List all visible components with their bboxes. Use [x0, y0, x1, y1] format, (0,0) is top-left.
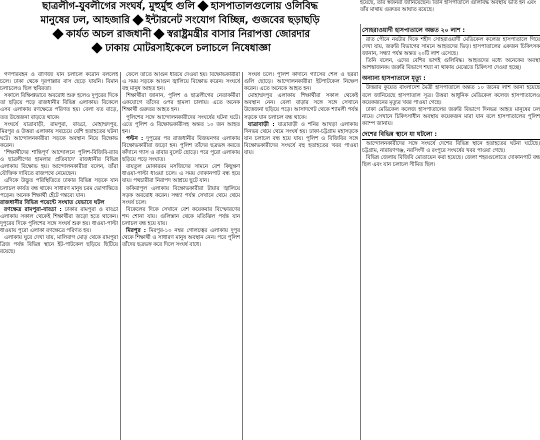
diamond-bullet-icon: [197, 0, 208, 11]
top-right-snippet: হয়েছে, তাঁর স্বজনরা জানিয়েছেন। তিনি হাসপাতালে গুলিবিদ্ধ অবস্থায় ভর্তি হন এবং তাঁর মাথায় গুরুতর আঘাত রয়েছে।: [360, 0, 537, 14]
paragraph: 'শিক্ষার্থীদের শান্তিপূর্ণ আন্দোলনে পুলিশ-বিজিবি-র‍্যাব ও ছাত্রলীগের হামলার প্রতিবাদে' রাজধানীর বিভিন্ন এলাকায় বিক্ষোভ হয়। আন্দোলনকারীরা বলেন, তাঁরা যৌক্তিক দাবিতে রাজপথে নেমেছেন।: [0, 150, 118, 178]
paragraph: পুলিশের সঙ্গে আন্দোলনকারীদের সংঘর্ষের ঘটনা ঘটে। এতে পুলিশ ও বিক্ষোভকারীসহ অন্তত ১০ জন আহত হন।: [122, 114, 240, 135]
column-divider: [120, 72, 121, 440]
paragraph: বিভিন্ন জেলায় বিজিবি মোতায়েন করা হয়েছে। জেলা শহরগুলোতে দোকানপাট বন্ধ ছিল এবং যান চলাচল সীমিত ছিল।: [362, 155, 540, 169]
column-4: [362, 24, 540, 440]
paragraph: রাত পৌনে নয়টার দিকে শহীদ সোহরাওয়ার্দী মেডিকেল কলেজ হাসপাতালে গিয়ে দেখা যায়, জরুরি বিভাগের সামনে আহতদের ভিড়। হাসপাতালের একজন চিকিৎসক জানান, সন্ধ্যা পর্যন্ত অন্তত ২০টি লাশ এসেছে।: [362, 37, 540, 58]
diamond-bullet-icon: [92, 42, 103, 53]
diamond-bullet-icon: [52, 28, 63, 39]
headline-4: ঢাকায় মোটরসাইকেলে চলাচলে নিষেধাজ্ঞা: [105, 43, 271, 54]
paragraph: মিরপুর-১০ নম্বর গোলচত্বর এলাকায় দুপুর থেকে শিক্ষার্থী ও সাধারণ মানুষ অবস্থান নেন। পরে পুলিশ তাঁদের ছত্রভঙ্গ করে দিলে সংঘর্ষ বাধে।: [122, 228, 240, 249]
subsection-heading: যাত্রাবাড়ী :: [248, 121, 275, 128]
paragraph: ঢাকা মেডিকেল কলেজ হাসপাতালের জরুরি বিভাগে দিনভর আহত মানুষের ঢল নামে। সেখানে চিকিৎসাধীন অবস্থায় কয়েকজন মারা যান বলে হাসপাতালের পুলিশ ক্যাম্প জানায়।: [362, 106, 540, 127]
paragraph: এদিকে উদ্ভূত পরিস্থিতিতে ঢাকার বিভিন্ন সড়কে যান চলাচল কার্যত বন্ধ থাকে। সাধারণ মানুষ চরম ভোগান্তিতে পড়েন। অনেক শিক্ষার্থী হেঁটে গন্তব্যে যান।: [0, 178, 118, 199]
paragraph: মোহাম্মদপুর এলাকায় শিক্ষার্থীরা সকাল থেকেই অবস্থান নেন। বেলা বাড়ার সঙ্গে সঙ্গে সেখানে উত্তেজনা ছড়িয়ে পড়ে। আসাদগেট থেকে শ্যামলী পর্যন্ত সড়কে যান চলাচল বন্ধ থাকে।: [244, 93, 358, 121]
subsection-heading: মিরপুর :: [126, 228, 147, 235]
headline-block: [0, 0, 360, 70]
column-divider: [242, 72, 243, 440]
paragraph: আন্দোলনকারীদের সঙ্গে সংঘর্ষে দেশের বিভিন্ন স্থানে হতাহতের ঘটনা ঘটেছে। চট্টগ্রাম, নারায়ণগঞ্জ, নরসিংদী ও রংপুরে সংঘর্ষের খবর পাওয়া গেছে।: [362, 141, 540, 155]
paragraph: সকালে বিক্ষিপ্তভাবে অবরোধ শুরু হলেও দুপুরের দিকে তা ছড়িয়ে পড়ে রাজধানীর বিভিন্ন এলাকায়। বিকেলে এসব এলাকায় রণক্ষেত্রে পরিণত হয়। বেলা যত বাড়ে, তত উত্তেজনা বাড়তে থাকে।: [0, 93, 118, 121]
paragraph: তিনি বলেন, এদের বেশির ভাগই গুলিবিদ্ধ। আহতদের মধ্যে অনেকের অবস্থা আশঙ্কাজনক। জরুরি বিভাগে শয্যা না থাকায় মেঝেতে চিকিৎসা দেওয়া হচ্ছে।: [362, 58, 540, 72]
paragraph: উত্তরার কুয়েত বাংলাদেশ মৈত্রী হাসপাতালে অন্তত ১০ জনের লাশ আনা হয়েছে বলে জানিয়েছে হাসপাতাল সূত্র। উত্তরা আধুনিক মেডিকেল কলেজ হাসপাতালেও কয়েকজনের মৃত্যুর খবর পাওয়া গেছে।: [362, 85, 540, 106]
paragraph: বায়তুল মোকাররম মসজিদের সামনে বেশ কিছুক্ষণ ধাওয়া-পাল্টা ধাওয়া চলে। এ সময় দোকানপাট বন্ধ হয়ে যায়। পথচারীরা নিরাপদ আশ্রয়ে ছুটে যান।: [122, 164, 240, 185]
headline-line-1: [0, 0, 360, 14]
headline-line-2: [0, 14, 360, 28]
column-2: [122, 72, 240, 440]
paragraph: যাত্রাবাড়ী ও শনির আখড়া এলাকায় দিনভর থেমে থেমে সংঘর্ষ হয়। ঢাকা-চট্টগ্রাম মহাসড়কে যান চলাচল বন্ধ হয়ে যায়। পুলিশ ও বিজিবির সঙ্গে বিক্ষোভকারীদের সংঘর্ষে বহু হতাহতের খবর পাওয়া যায়।: [244, 121, 358, 157]
paragraph: সংঘর্ষে যাত্রাবাড়ী, রামপুরা, বাড্ডা, মোহাম্মদপুর, মিরপুর ও উত্তরা এলাকায় সবচেয়ে বেশি হতাহতের ঘটনা ঘটে। আন্দোলনকারীরা সড়কে অবস্থান নিয়ে বিক্ষোভ করেন।: [0, 121, 118, 149]
column-1: [0, 72, 118, 440]
headline-2a: মানুষের ঢল, আহজারি: [40, 15, 130, 26]
section-heading: দেশের বিভিন্ন স্থানে যা ঘটলো :: [362, 130, 540, 140]
paragraph: ফেলে তাতে আগুন ধরিয়ে দেওয়া হয়। বিক্ষোভকারীরা এ সময় সড়কে আগুন জ্বালিয়ে বিক্ষোভ করেন। সংঘর্ষে বহু মানুষ আহত হন।: [122, 72, 240, 93]
column-3: [244, 72, 358, 440]
section-heading: অন্যান্য হাসপাতালে মৃত্যু :: [362, 74, 540, 84]
headline-1a: ছাত্রলীগ-যুবলীগের সংঘর্ষ, মুহুর্মুহু গুলি: [42, 1, 195, 12]
paragraph: গণপরিবহন ও বাণিজ্য যান চলাচল করেনি বললেই চলে। ঢাকা থেকে দূরপাল্লার বাস ছেড়ে যায়নি। বিমান চলাচলেও ছিল স্থবিরতা।: [0, 72, 118, 93]
headline-line-4: [0, 42, 360, 56]
column-divider: [360, 24, 361, 440]
paragraph: সংঘর্ষ চলে। পুলিশ কাঁদানে গ্যাসের শেল ও ছররা গুলি ছোড়ে। আন্দোলনকারীরা ইটপাটকেল নিক্ষেপ করেন। এতে অনেকে আহত হন।: [244, 72, 358, 93]
headline-3a: কার্যত অচল রাজধানী: [66, 29, 152, 40]
subsection-heading: রণক্ষেত্র রামপুরা-বাড্ডা :: [4, 206, 62, 213]
paragraph: এলাকায় ঘুরে দেখা যায়, মালিবাগ মোড় থেকে রামপুরা ব্রিজ পর্যন্ত বিভিন্ন স্থানে ইট-পাটকেল ছড়িয়ে ছিটিয়ে রয়েছে।: [0, 235, 118, 256]
section-heading: রাজধানীর বিভিন্ন পয়েন্টে সংঘাত যেভাবে ঘটল: [0, 199, 105, 206]
diamond-bullet-icon: [154, 28, 165, 39]
diamond-bullet-icon: [132, 14, 143, 25]
paragraph: দুপুরের পর রাজধানীর বিজয়নগর এলাকায় বিক্ষোভকারীরা জড়ো হন। পুলিশ তাঁদের ছত্রভঙ্গ করতে কাঁদানে গ্যাস ও রাবার বুলেট ছোড়ে। পরে পুরো এলাকায় ছড়িয়ে পড়ে সংঘাত।: [122, 135, 240, 164]
headline-1b: হাসপাতালগুলোয় ওলিবিদ্ধ: [210, 1, 318, 12]
headline-3b: স্বরাষ্ট্রমন্ত্রীর বাসার নিরাপত্তা জোরদার: [167, 29, 310, 40]
paragraph: ঢাকার রামপুরা ও বাড্ডা এলাকায় সকাল থেকেই শিক্ষার্থীরা জড়ো হতে থাকেন। দুপুরের দিকে পুলিশের সঙ্গে সংঘর্ষ শুরু হয়। ধাওয়া-পাল্টা ধাওয়ায় পুরো এলাকা রণক্ষেত্রে পরিণত হয়।: [0, 206, 118, 235]
paragraph: শিক্ষার্থীরা জানান, পুলিশ ও ছাত্রলীগের নেতাকর্মীরা একযোগে তাঁদের ওপর হামলা চালায়। এতে অনেক শিক্ষার্থী গুরুতর আহত হন।: [122, 93, 240, 114]
headline-line-3: [0, 28, 360, 42]
section-heading: সোহরাওয়ার্দী হাসপাতালে অন্তত ২০ লাশ :: [362, 26, 540, 36]
paragraph: বিকেলের দিকে সেখানে বেশ কয়েকবার বিস্ফোরণের শব্দ শোনা যায়। গুলিস্তান থেকে মতিঝিল পর্যন্ত যান চলাচল বন্ধ হয়ে যায়।: [122, 206, 240, 227]
headline-2b: ইন্টারনেট সংযোগ বিচ্ছিন্ন, গুজবের ছড়াছড়ি: [145, 15, 320, 26]
paragraph: ফকিরাপুল এলাকায় বিক্ষোভকারীরা টায়ার জ্বালিয়ে সড়ক অবরোধ করেন। সন্ধ্যা পর্যন্ত সেখানে থেমে থেমে সংঘর্ষ চলে।: [122, 185, 240, 206]
subsection-heading: পল্টন :: [126, 135, 144, 142]
